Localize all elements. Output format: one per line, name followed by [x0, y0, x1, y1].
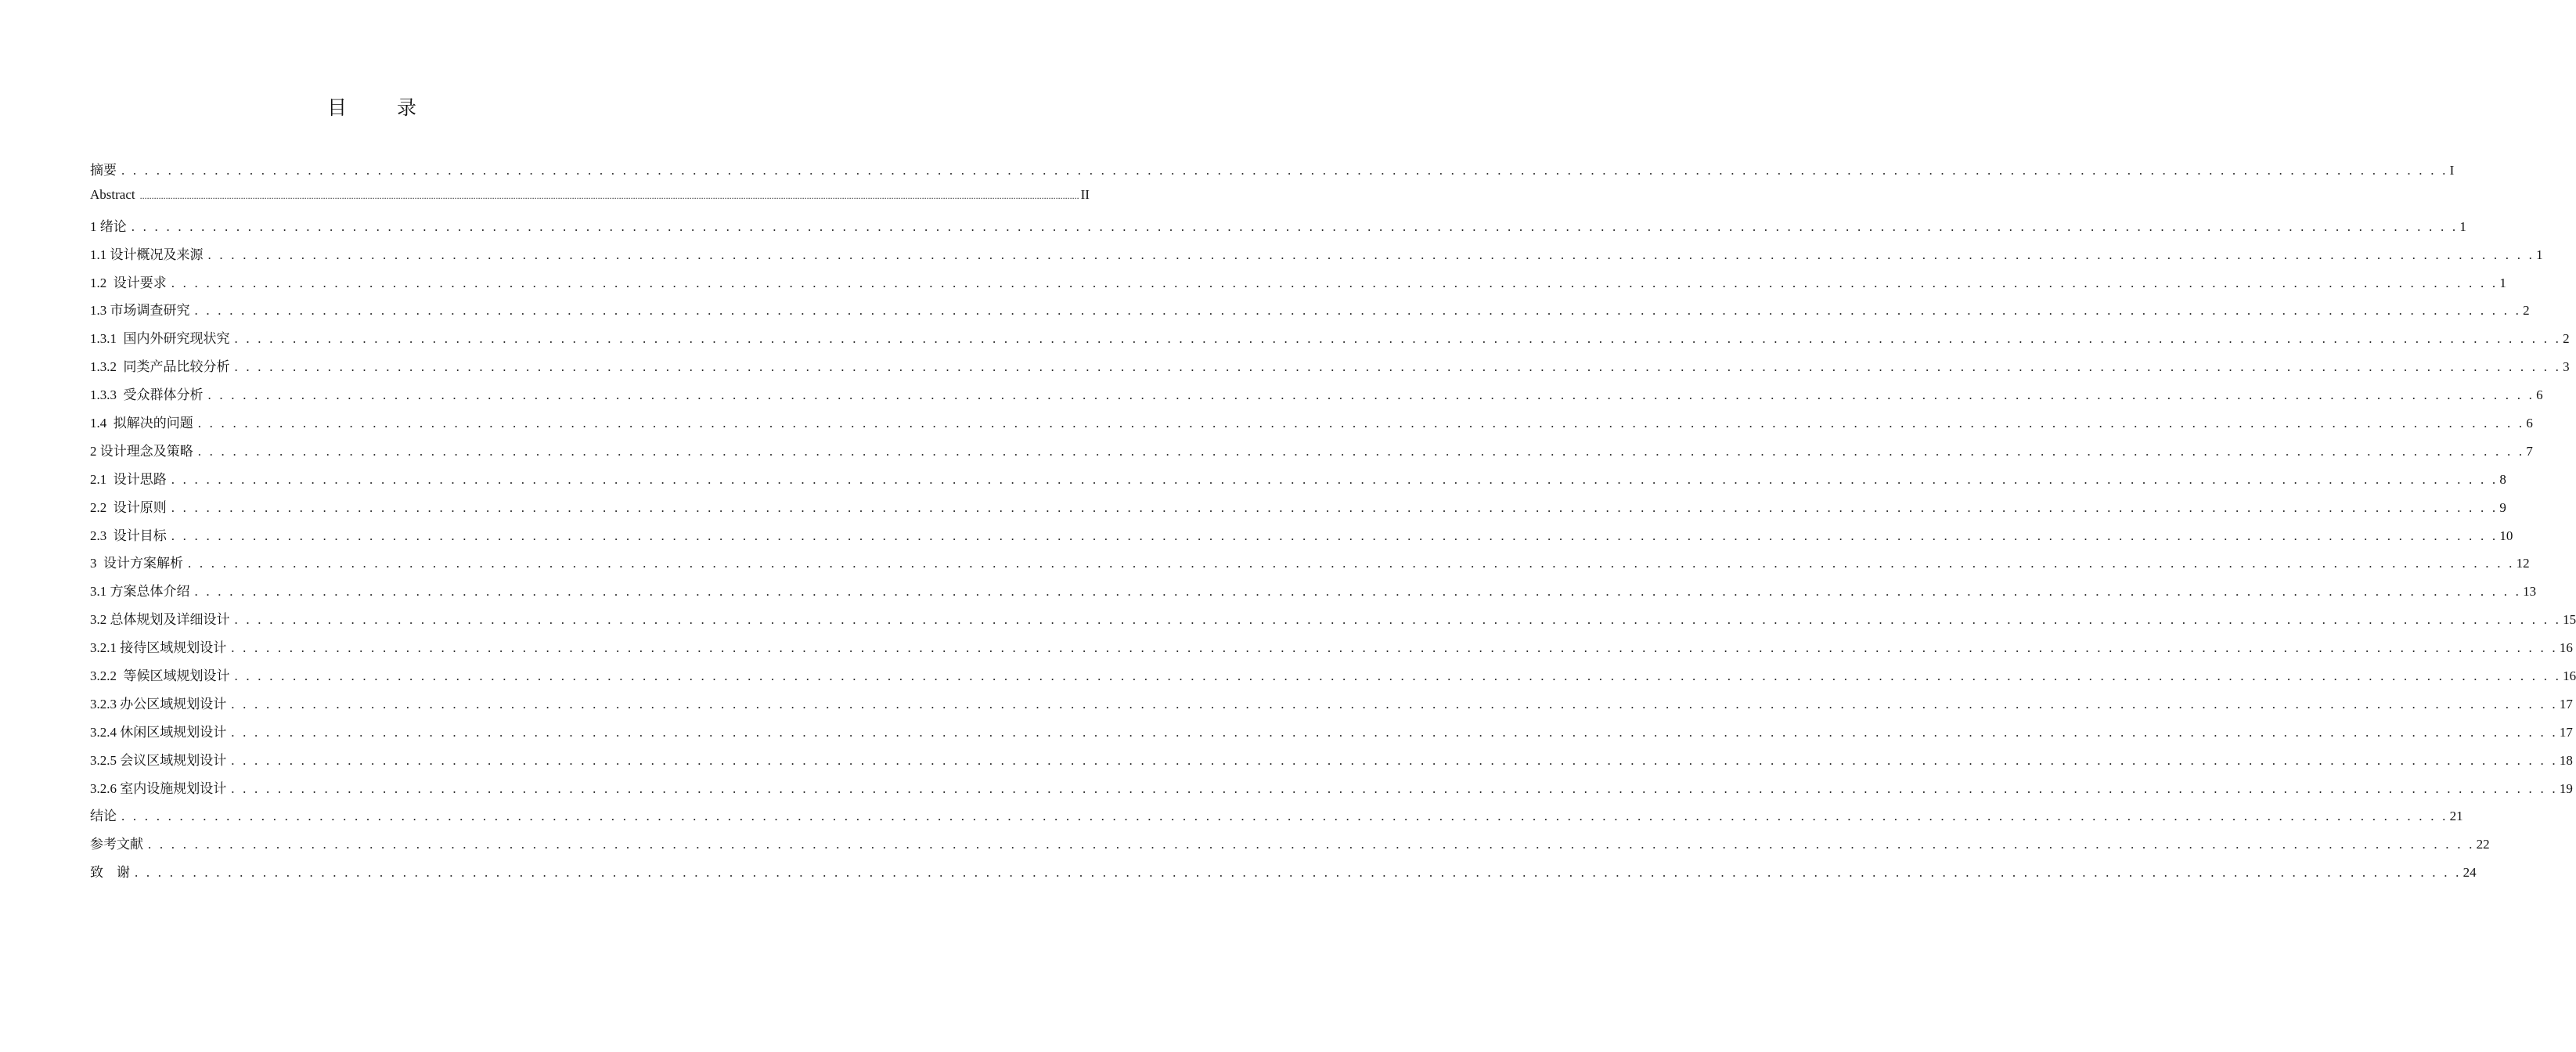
toc-entry-label: 3.2.3 办公区域规划设计: [90, 696, 227, 712]
toc-entry-label: 1.3.3 受众群体分析: [90, 387, 204, 403]
dot-leader: . . . . . . . . . . . . . . . . . . . . . . . . . . . . . . . . . . . . . . . . . . . . . . . . . . . . . . . . . . . . . . . . . . . . . . . . . . . . . . . . . . . . . . . . . . . . . . . . . . . . . . . . . . . . . . . . . . . . . . . . . . . . . . . . . . . . . . . . . . . . . . . . . . . . . . . . . . . . . . . . . . . . . . . . . . . . . . . . . . . . . . . . . . . . . . . . . . . . . . . .: [207, 387, 2535, 403]
dot-leader: . . . . . . . . . . . . . . . . . . . . . . . . . . . . . . . . . . . . . . . . . . . . . . . . . . . . . . . . . . . . . . . . . . . . . . . . . . . . . . . . . . . . . . . . . . . . . . . . . . . . . . . . . . . . . . . . . . . . . . . . . . . . . . . . . . . . . . . . . . . . . . . . . . . . . . . . . . . . . . . . . . . . . . . . . . . . . . . . . . . . . . . . . . . . . . . . . . . . . . . .: [194, 303, 2522, 319]
toc-entry[interactable]: [90, 272, 2506, 300]
dot-leader: . . . . . . . . . . . . . . . . . . . . . . . . . . . . . . . . . . . . . . . . . . . . . . . . . . . . . . . . . . . . . . . . . . . . . . . . . . . . . . . . . . . . . . . . . . . . . . . . . . . . . . . . . . . . . . . . . . . . . . . . . . . . . . . . . . . . . . . . . . . . . . . . . . . . . . . . . . . . . . . . . . . . . . . . . . . . . . . . . . . . . . . . . . . . . . . . . . . . . . . .: [121, 809, 2448, 824]
dot-leader: ................................................................................................................................................................................................................................................................................................................................................................................................................: [139, 189, 1079, 201]
toc-entry-label: 3.2.2 等候区域规划设计: [90, 668, 230, 684]
toc-entry[interactable]: [90, 721, 2573, 749]
dot-leader: . . . . . . . . . . . . . . . . . . . . . . . . . . . . . . . . . . . . . . . . . . . . . . . . . . . . . . . . . . . . . . . . . . . . . . . . . . . . . . . . . . . . . . . . . . . . . . . . . . . . . . . . . . . . . . . . . . . . . . . . . . . . . . . . . . . . . . . . . . . . . . . . . . . . . . . . . . . . . . . . . . . . . . . . . . . . . . . . . . . . . . . . . . . . . . . . . . . . . . . .: [231, 752, 2558, 768]
toc-entry-page-number: 16: [2559, 640, 2573, 656]
toc-entry-page-number: 3: [2563, 359, 2570, 375]
toc-entry-label: 2 设计理念及策略: [90, 443, 193, 459]
toc-entry-page-number: 17: [2559, 724, 2573, 740]
toc-entry-label: 2.1 设计思路: [90, 471, 167, 487]
toc-entry-label: 1.4 拟解决的问题: [90, 416, 193, 431]
toc-entry-page-number: 7: [2526, 443, 2533, 459]
toc-entry[interactable]: [90, 749, 2573, 777]
toc-entry-label: 2.3 设计目标: [90, 528, 167, 543]
toc-entry[interactable]: [90, 440, 2533, 468]
dot-leader: . . . . . . . . . . . . . . . . . . . . . . . . . . . . . . . . . . . . . . . . . . . . . . . . . . . . . . . . . . . . . . . . . . . . . . . . . . . . . . . . . . . . . . . . . . . . . . . . . . . . . . . . . . . . . . . . . . . . . . . . . . . . . . . . . . . . . . . . . . . . . . . . . . . . . . . . . . . . . . . . . . . . . . . . . . . . . . . . . . . . . . . . . . . . . . . . . . . . . . . .: [171, 275, 2499, 290]
toc-entry[interactable]: [90, 468, 2506, 496]
toc-entry[interactable]: [90, 805, 2463, 833]
dot-leader: . . . . . . . . . . . . . . . . . . . . . . . . . . . . . . . . . . . . . . . . . . . . . . . . . . . . . . . . . . . . . . . . . . . . . . . . . . . . . . . . . . . . . . . . . . . . . . . . . . . . . . . . . . . . . . . . . . . . . . . . . . . . . . . . . . . . . . . . . . . . . . . . . . . . . . . . . . . . . . . . . . . . . . . . . . . . . . . . . . . . . . . . . . . . . . . . . . . . . . . .: [171, 471, 2499, 487]
dot-leader: . . . . . . . . . . . . . . . . . . . . . . . . . . . . . . . . . . . . . . . . . . . . . . . . . . . . . . . . . . . . . . . . . . . . . . . . . . . . . . . . . . . . . . . . . . . . . . . . . . . . . . . . . . . . . . . . . . . . . . . . . . . . . . . . . . . . . . . . . . . . . . . . . . . . . . . . . . . . . . . . . . . . . . . . . . . . . . . . . . . . . . . . . . . . . . . . . . . . . . . .: [121, 163, 2448, 178]
dot-leader: . . . . . . . . . . . . . . . . . . . . . . . . . . . . . . . . . . . . . . . . . . . . . . . . . . . . . . . . . . . . . . . . . . . . . . . . . . . . . . . . . . . . . . . . . . . . . . . . . . . . . . . . . . . . . . . . . . . . . . . . . . . . . . . . . . . . . . . . . . . . . . . . . . . . . . . . . . . . . . . . . . . . . . . . . . . . . . . . . . . . . . . . . . . . . . . . . . . . . . . .: [188, 556, 2515, 571]
toc-entry-label: 3.2.5 会议区域规划设计: [90, 752, 227, 768]
toc-entry[interactable]: [90, 580, 2537, 608]
toc-entry[interactable]: [90, 861, 2477, 889]
dot-leader: . . . . . . . . . . . . . . . . . . . . . . . . . . . . . . . . . . . . . . . . . . . . . . . . . . . . . . . . . . . . . . . . . . . . . . . . . . . . . . . . . . . . . . . . . . . . . . . . . . . . . . . . . . . . . . . . . . . . . . . . . . . . . . . . . . . . . . . . . . . . . . . . . . . . . . . . . . . . . . . . . . . . . . . . . . . . . . . . . . . . . . . . . . . . . . . . . . . . . . . .: [207, 247, 2535, 262]
toc-entry-page-number: 1: [2459, 218, 2466, 234]
toc-entry-label: Abstract: [90, 186, 135, 202]
dot-leader: . . . . . . . . . . . . . . . . . . . . . . . . . . . . . . . . . . . . . . . . . . . . . . . . . . . . . . . . . . . . . . . . . . . . . . . . . . . . . . . . . . . . . . . . . . . . . . . . . . . . . . . . . . . . . . . . . . . . . . . . . . . . . . . . . . . . . . . . . . . . . . . . . . . . . . . . . . . . . . . . . . . . . . . . . . . . . . . . . . . . . . . . . . . . . . . . . . . . . . . .: [231, 724, 2558, 740]
toc-entry-page-number: 24: [2463, 865, 2477, 881]
toc-entry-page-number: 13: [2523, 584, 2537, 600]
toc-entry-label: 结论: [90, 809, 117, 824]
toc-entry[interactable]: [90, 327, 2570, 355]
toc-entry-page-number: 21: [2449, 809, 2463, 824]
toc-entry-label: 3.2.6 室内设施规划设计: [90, 780, 227, 796]
toc-entry-label: 3.2.4 休闲区域规划设计: [90, 724, 227, 740]
toc-entry-label: 3 设计方案解析: [90, 556, 183, 571]
toc-entry-label: 3.2 总体规划及详细设计: [90, 612, 230, 628]
toc-entry-label: 3.1 方案总体介绍: [90, 584, 190, 600]
dot-leader: . . . . . . . . . . . . . . . . . . . . . . . . . . . . . . . . . . . . . . . . . . . . . . . . . . . . . . . . . . . . . . . . . . . . . . . . . . . . . . . . . . . . . . . . . . . . . . . . . . . . . . . . . . . . . . . . . . . . . . . . . . . . . . . . . . . . . . . . . . . . . . . . . . . . . . . . . . . . . . . . . . . . . . . . . . . . . . . . . . . . . . . . . . . . . . . . . . . . . . . .: [131, 218, 2459, 234]
toc-entry[interactable]: [90, 693, 2573, 721]
dot-leader: . . . . . . . . . . . . . . . . . . . . . . . . . . . . . . . . . . . . . . . . . . . . . . . . . . . . . . . . . . . . . . . . . . . . . . . . . . . . . . . . . . . . . . . . . . . . . . . . . . . . . . . . . . . . . . . . . . . . . . . . . . . . . . . . . . . . . . . . . . . . . . . . . . . . . . . . . . . . . . . . . . . . . . . . . . . . . . . . . . . . . . . . . . . . . . . . . . . . . . . .: [231, 640, 2558, 656]
toc-entry-label: 摘要: [90, 163, 117, 178]
toc-entry-page-number: 2: [2523, 303, 2530, 319]
toc-entry[interactable]: [90, 608, 2576, 636]
toc-entry-page-number: 1: [2536, 247, 2543, 262]
toc-entry-page-number: 6: [2526, 416, 2533, 431]
toc-entry-label: 1.1 设计概况及来源: [90, 247, 204, 262]
dot-leader: . . . . . . . . . . . . . . . . . . . . . . . . . . . . . . . . . . . . . . . . . . . . . . . . . . . . . . . . . . . . . . . . . . . . . . . . . . . . . . . . . . . . . . . . . . . . . . . . . . . . . . . . . . . . . . . . . . . . . . . . . . . . . . . . . . . . . . . . . . . . . . . . . . . . . . . . . . . . . . . . . . . . . . . . . . . . . . . . . . . . . . . . . . . . . . . . . . . . . . . .: [234, 668, 2562, 684]
toc-entry[interactable]: [90, 299, 2530, 327]
toc-entry[interactable]: [90, 243, 2543, 272]
toc-entry[interactable]: [90, 665, 2576, 693]
toc-entry[interactable]: [90, 215, 2466, 243]
dot-leader: . . . . . . . . . . . . . . . . . . . . . . . . . . . . . . . . . . . . . . . . . . . . . . . . . . . . . . . . . . . . . . . . . . . . . . . . . . . . . . . . . . . . . . . . . . . . . . . . . . . . . . . . . . . . . . . . . . . . . . . . . . . . . . . . . . . . . . . . . . . . . . . . . . . . . . . . . . . . . . . . . . . . . . . . . . . . . . . . . . . . . . . . . . . . . . . . . . . . . . . .: [197, 416, 2525, 431]
dot-leader: . . . . . . . . . . . . . . . . . . . . . . . . . . . . . . . . . . . . . . . . . . . . . . . . . . . . . . . . . . . . . . . . . . . . . . . . . . . . . . . . . . . . . . . . . . . . . . . . . . . . . . . . . . . . . . . . . . . . . . . . . . . . . . . . . . . . . . . . . . . . . . . . . . . . . . . . . . . . . . . . . . . . . . . . . . . . . . . . . . . . . . . . . . . . . . . . . . . . . . . .: [231, 780, 2558, 796]
toc-entry-page-number: 2: [2563, 331, 2570, 347]
dot-leader: . . . . . . . . . . . . . . . . . . . . . . . . . . . . . . . . . . . . . . . . . . . . . . . . . . . . . . . . . . . . . . . . . . . . . . . . . . . . . . . . . . . . . . . . . . . . . . . . . . . . . . . . . . . . . . . . . . . . . . . . . . . . . . . . . . . . . . . . . . . . . . . . . . . . . . . . . . . . . . . . . . . . . . . . . . . . . . . . . . . . . . . . . . . . . . . . . . . . . . . .: [135, 865, 2462, 881]
toc-entry[interactable]: [90, 159, 2455, 187]
toc-entry-label: 1.3 市场调查研究: [90, 303, 190, 319]
toc-entry[interactable]: [90, 496, 2506, 524]
toc-entry-page-number: 17: [2559, 696, 2573, 712]
dot-leader: . . . . . . . . . . . . . . . . . . . . . . . . . . . . . . . . . . . . . . . . . . . . . . . . . . . . . . . . . . . . . . . . . . . . . . . . . . . . . . . . . . . . . . . . . . . . . . . . . . . . . . . . . . . . . . . . . . . . . . . . . . . . . . . . . . . . . . . . . . . . . . . . . . . . . . . . . . . . . . . . . . . . . . . . . . . . . . . . . . . . . . . . . . . . . . . . . . . . . . . .: [231, 696, 2558, 712]
toc-entry-page-number: 8: [2499, 471, 2506, 487]
toc-entry[interactable]: [90, 777, 2573, 805]
toc-entry-page-number: 15: [2563, 612, 2576, 628]
toc-entry-page-number: 12: [2516, 556, 2530, 571]
toc-entry-page-number: 1: [2499, 275, 2506, 290]
toc-entry-label: 参考文献: [90, 837, 143, 852]
dot-leader: . . . . . . . . . . . . . . . . . . . . . . . . . . . . . . . . . . . . . . . . . . . . . . . . . . . . . . . . . . . . . . . . . . . . . . . . . . . . . . . . . . . . . . . . . . . . . . . . . . . . . . . . . . . . . . . . . . . . . . . . . . . . . . . . . . . . . . . . . . . . . . . . . . . . . . . . . . . . . . . . . . . . . . . . . . . . . . . . . . . . . . . . . . . . . . . . . . . . . . . .: [197, 443, 2525, 459]
toc-entry[interactable]: [90, 355, 2570, 384]
toc-entry-page-number: II: [1080, 186, 1090, 202]
toc-entry-page-number: 18: [2559, 752, 2573, 768]
toc-entry[interactable]: [90, 833, 2490, 861]
toc-entry-page-number: 9: [2499, 499, 2506, 515]
toc-entry-label: 1.2 设计要求: [90, 275, 167, 290]
dot-leader: . . . . . . . . . . . . . . . . . . . . . . . . . . . . . . . . . . . . . . . . . . . . . . . . . . . . . . . . . . . . . . . . . . . . . . . . . . . . . . . . . . . . . . . . . . . . . . . . . . . . . . . . . . . . . . . . . . . . . . . . . . . . . . . . . . . . . . . . . . . . . . . . . . . . . . . . . . . . . . . . . . . . . . . . . . . . . . . . . . . . . . . . . . . . . . . . . . . . . . . .: [148, 837, 2475, 852]
dot-leader: . . . . . . . . . . . . . . . . . . . . . . . . . . . . . . . . . . . . . . . . . . . . . . . . . . . . . . . . . . . . . . . . . . . . . . . . . . . . . . . . . . . . . . . . . . . . . . . . . . . . . . . . . . . . . . . . . . . . . . . . . . . . . . . . . . . . . . . . . . . . . . . . . . . . . . . . . . . . . . . . . . . . . . . . . . . . . . . . . . . . . . . . . . . . . . . . . . . . . . . .: [234, 331, 2562, 347]
dot-leader: . . . . . . . . . . . . . . . . . . . . . . . . . . . . . . . . . . . . . . . . . . . . . . . . . . . . . . . . . . . . . . . . . . . . . . . . . . . . . . . . . . . . . . . . . . . . . . . . . . . . . . . . . . . . . . . . . . . . . . . . . . . . . . . . . . . . . . . . . . . . . . . . . . . . . . . . . . . . . . . . . . . . . . . . . . . . . . . . . . . . . . . . . . . . . . . . . . . . . . . .: [171, 499, 2499, 515]
page-title: 目 录: [327, 96, 438, 119]
toc-entry-page-number: 10: [2499, 528, 2513, 543]
toc-entry-page-number: 16: [2563, 668, 2576, 684]
toc-entry[interactable]: [90, 412, 2533, 440]
dot-leader: . . . . . . . . . . . . . . . . . . . . . . . . . . . . . . . . . . . . . . . . . . . . . . . . . . . . . . . . . . . . . . . . . . . . . . . . . . . . . . . . . . . . . . . . . . . . . . . . . . . . . . . . . . . . . . . . . . . . . . . . . . . . . . . . . . . . . . . . . . . . . . . . . . . . . . . . . . . . . . . . . . . . . . . . . . . . . . . . . . . . . . . . . . . . . . . . . . . . . . . .: [194, 584, 2522, 600]
toc-entry[interactable]: [90, 186, 1090, 215]
toc-entry[interactable]: [90, 524, 2513, 553]
toc-entry-label: 2.2 设计原则: [90, 499, 167, 515]
toc-entry-page-number: 22: [2476, 837, 2490, 852]
toc-entry-label: 1.3.2 同类产品比较分析: [90, 359, 230, 375]
toc-entry-page-number: 19: [2559, 780, 2573, 796]
dot-leader: . . . . . . . . . . . . . . . . . . . . . . . . . . . . . . . . . . . . . . . . . . . . . . . . . . . . . . . . . . . . . . . . . . . . . . . . . . . . . . . . . . . . . . . . . . . . . . . . . . . . . . . . . . . . . . . . . . . . . . . . . . . . . . . . . . . . . . . . . . . . . . . . . . . . . . . . . . . . . . . . . . . . . . . . . . . . . . . . . . . . . . . . . . . . . . . . . . . . . . . .: [171, 528, 2499, 543]
toc-entry[interactable]: [90, 384, 2543, 412]
toc-entry-label: 致 谢: [90, 865, 130, 881]
toc-entry-label: 3.2.1 接待区域规划设计: [90, 640, 227, 656]
dot-leader: . . . . . . . . . . . . . . . . . . . . . . . . . . . . . . . . . . . . . . . . . . . . . . . . . . . . . . . . . . . . . . . . . . . . . . . . . . . . . . . . . . . . . . . . . . . . . . . . . . . . . . . . . . . . . . . . . . . . . . . . . . . . . . . . . . . . . . . . . . . . . . . . . . . . . . . . . . . . . . . . . . . . . . . . . . . . . . . . . . . . . . . . . . . . . . . . . . . . . . . .: [234, 359, 2562, 375]
toc-entry-page-number: I: [2449, 163, 2455, 178]
table-of-contents: [90, 159, 2576, 889]
toc-entry[interactable]: [90, 552, 2530, 580]
toc-entry-label: 1.3.1 国内外研究现状究: [90, 331, 230, 347]
toc-entry-page-number: 6: [2536, 387, 2543, 403]
toc-entry-label: 1 绪论: [90, 218, 127, 234]
toc-entry[interactable]: [90, 636, 2573, 665]
dot-leader: . . . . . . . . . . . . . . . . . . . . . . . . . . . . . . . . . . . . . . . . . . . . . . . . . . . . . . . . . . . . . . . . . . . . . . . . . . . . . . . . . . . . . . . . . . . . . . . . . . . . . . . . . . . . . . . . . . . . . . . . . . . . . . . . . . . . . . . . . . . . . . . . . . . . . . . . . . . . . . . . . . . . . . . . . . . . . . . . . . . . . . . . . . . . . . . . . . . . . . . .: [234, 612, 2562, 628]
